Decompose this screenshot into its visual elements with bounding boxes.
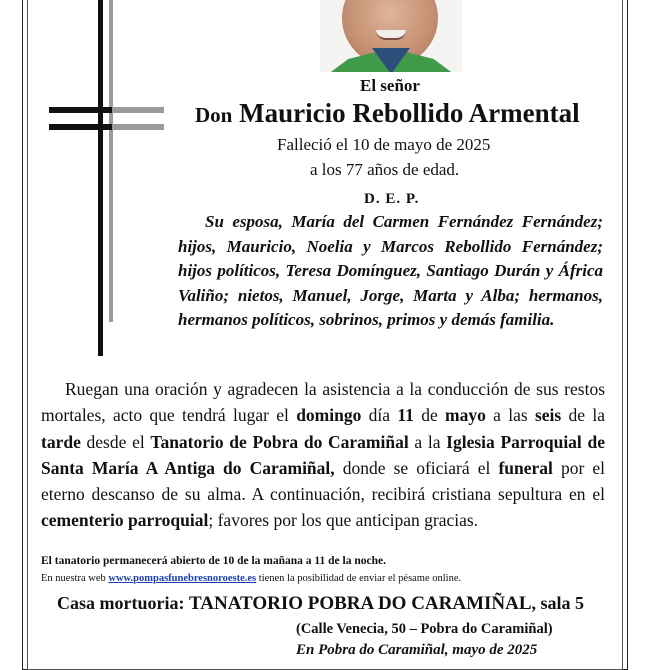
name-honorific: Don	[195, 103, 233, 127]
age: a los 77 años de edad.	[310, 160, 460, 179]
cross-vertical-shadow	[109, 0, 113, 322]
tanatorio-hours: El tanatorio permanecerá abierto de 10 de la mañana a 11 de la noche.	[41, 555, 386, 567]
website-link[interactable]: www.pompasfunebresnoroeste.es	[108, 573, 257, 584]
casa-name: TANATORIO POBRA DO CARAMIÑAL	[188, 593, 532, 614]
deceased-photo	[320, 0, 462, 72]
title-prefix: El señor	[360, 76, 420, 95]
casa-label: Casa mortuoria:	[57, 593, 189, 613]
casa-mortuoria	[57, 593, 584, 615]
cross-vertical-bar	[98, 0, 103, 356]
place-date-footer: En Pobra do Caramiñal, mayo de 2025	[296, 642, 538, 658]
family-list: Su esposa, María del Carmen Fernández Fernández; hijos, Mauricio, Noelia y Marcos Rebollido Fernández; hijos políticos, Teresa Domínguez, Santiago Durán y África Valiño; nietos, Manuel, Jorge, Marta y Alba; hermanos, hermanos políticos, sobrinos, primos y demás familia.	[178, 212, 603, 330]
ceremony-paragraph: Ruegan una oración y agradecen la asistencia a la conducción de sus restos mortales, acto que tendrá lugar el domingo día 11 de mayo a las seis de la tarde desde el Tanatorio de Pobra do Caramiñal a la Iglesia Parroquial de Santa María A Antiga do Caramiñal, donde se oficiará el funeral por el eterno descanso de su alma. A continuación, recibirá cristiana sepultura en el cementerio parroquial; favores por los que anticipan gracias.	[41, 379, 605, 531]
deceased-name	[195, 98, 580, 129]
web-notice: En nuestra web www.pompasfunebresnoroeste.es tienen la posibilidad de enviar el pésame online.	[41, 573, 462, 584]
death-date: Falleció el 10 de mayo de 2025	[277, 135, 491, 154]
casa-room: , sala 5	[531, 593, 585, 613]
address: (Calle Venecia, 50 – Pobra do Caramiñal)	[296, 621, 553, 637]
cross-horizontal-shadow-top	[112, 107, 164, 113]
dep-label: D. E. P.	[364, 191, 420, 207]
name-text: Mauricio Rebollido Armental	[239, 98, 580, 128]
cross-horizontal-shadow-bottom	[112, 124, 164, 130]
